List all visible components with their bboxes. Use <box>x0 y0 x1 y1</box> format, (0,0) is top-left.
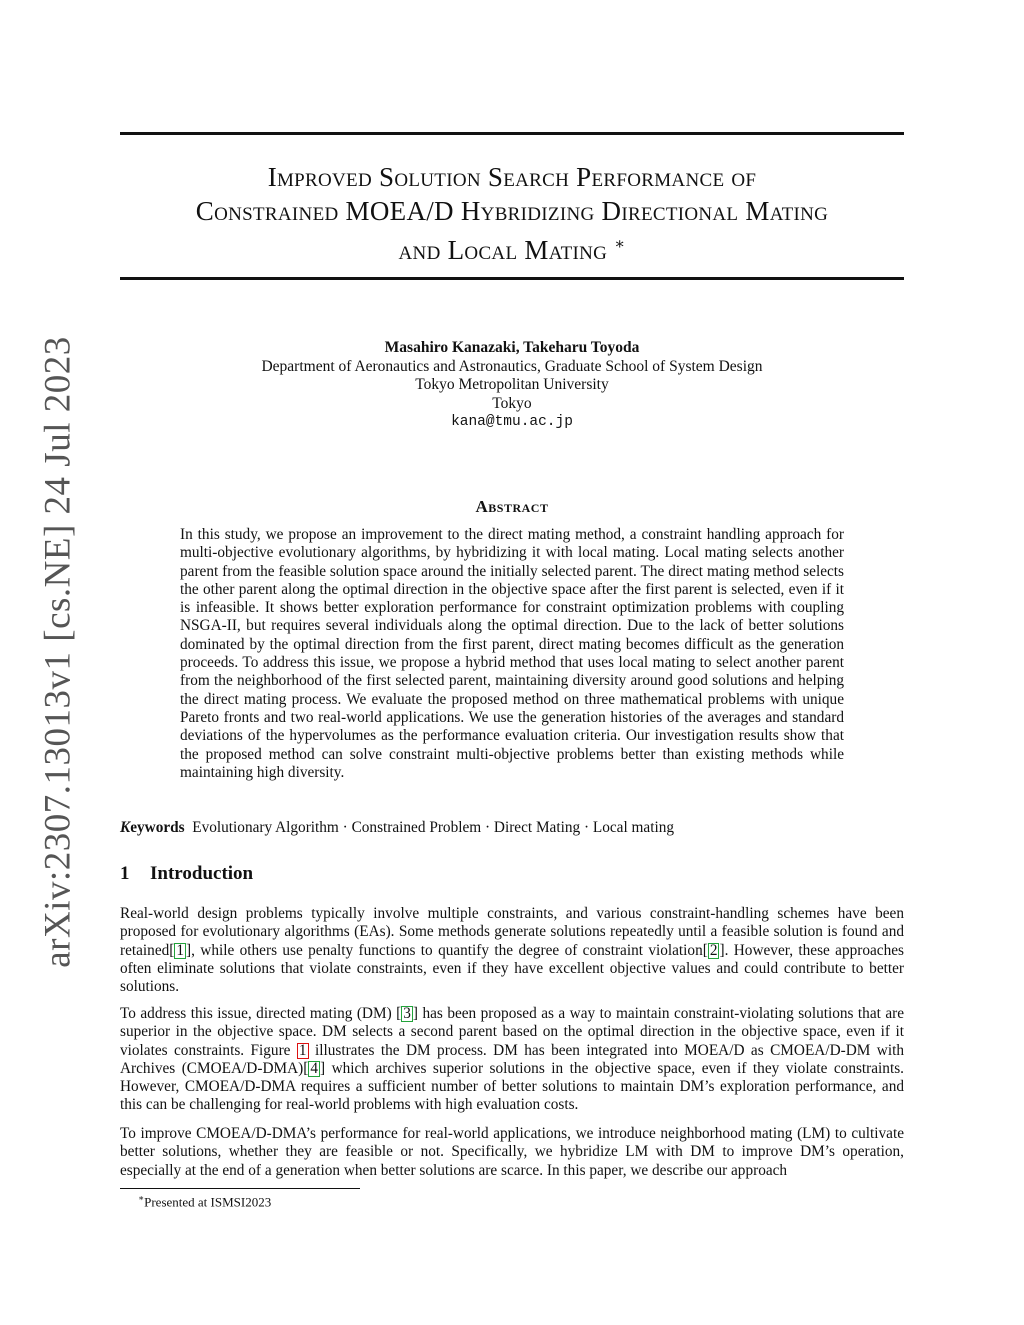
footnote <box>138 1193 271 1210</box>
arxiv-stamp: arXiv:2307.13013v1 [cs.NE] 24 Jul 2023 <box>37 336 79 968</box>
title-footnote-mark: ∗ <box>614 236 626 253</box>
abstract-text: In this study, we propose an improvement to the direct mating method, a constraint handling approach for multi-objective evolutionary algorithms, by hybridizing it with local mating. Local mating selects another parent from the feasible solution space around the initially selected parent. The direct mating method selects the other parent along the optimal direction in the objective space after the first parent is selected, even if it is infeasible. It shows better exploration performance for constraint optimization problems with coupling NSGA-II, but requires several individuals along the optimal direction. Due to the lack of better solutions dominated by the optimal direction from the first parent, direct mating becomes difficult as the generation proceeds. To address this issue, we propose a hybrid method that uses local mating to select another parent from the neighborhood of the first selected parent, maintaining diversity around good solutions and helping the direct mating process. We evaluate the proposed method on three mathematical problems with unique Pareto fronts and two real-world applications. We use the generation histories of the averages and standard deviations of the hypervolumes as the performance evaluation criteria. Our investigation results show that the proposed method can solve constraint multi-objective problems better than existing methods while maintaining high diversity. <box>180 526 844 781</box>
author-university: Tokyo Metropolitan University <box>415 376 609 393</box>
footnote-rule <box>120 1188 360 1189</box>
keywords-line <box>120 819 904 837</box>
citation-link-1[interactable]: 1 <box>176 941 185 959</box>
title-top-rule <box>120 132 904 135</box>
footnote-text: Presented at ISMSI2023 <box>144 1194 272 1210</box>
author-department: Department of Aeronautics and Astronautics, Graduate School of System Design <box>261 357 763 375</box>
citation-link-2[interactable]: 2 <box>709 941 718 959</box>
section-heading-introduction <box>120 863 253 885</box>
paper-title <box>120 160 904 267</box>
footnote-mark: ∗ <box>138 1193 145 1203</box>
keywords-text: Evolutionary Algorithm · Constrained Problem · Direct Mating · Local mating <box>192 819 675 836</box>
author-email[interactable]: kana@tmu.ac.jp <box>451 414 573 430</box>
intro-paragraph-2: To address this issue, directed mating (DM) [ 3 ] has been proposed as a way to maintain constraint-violating solutions that are superior in the objective space. DM selects a second parent based on the optimal direction in the objective space, even if it violates constraints. Figure 1 illustrates the DM process. DM has been integrated into MOEA/D as CMOEA/D-DM with Archives (CMOEA/D-DMA)[ 4 ] which archives superior solutions in the objective space, even if they violate constraints. However, CMOEA/D-DMA requires a sufficient number of better solutions to maintain DM’s exploration performance, and this can be challenging for real-world problems with high evaluation costs. <box>120 1005 905 1114</box>
figure-link-1[interactable]: 1 <box>298 1041 307 1059</box>
author-block <box>120 339 904 432</box>
citation-link-4[interactable]: 4 <box>310 1059 318 1077</box>
title-line-3: and Local Mating ∗ <box>398 235 626 265</box>
abstract-heading: Abstract <box>475 497 549 516</box>
citation-link-3[interactable]: 3 <box>403 1005 411 1022</box>
title-line-1: Improved Solution Search Performance of <box>267 162 757 192</box>
author-names: Masahiro Kanazaki, Takeharu Toyoda <box>384 339 640 356</box>
intro-paragraph-3: To improve CMOEA/D-DMA’s performance for real-world applications, we introduce neighborhood mating (LM) to cultivate better solutions, whether they are feasible or not. Specifically, we hybridize LM with DM to improve DM’s operation, especially at the end of a generation when better solutions are scarce. In this paper, we describe our approach <box>120 1125 904 1179</box>
title-bottom-rule <box>120 277 904 280</box>
section-title: Introduction <box>150 863 254 884</box>
intro-paragraph-1: Real-world design problems typically involve multiple constraints, and various constraint-handling schemes have been proposed for evolutionary algorithms (EAs). Some methods generate solutions repeatedly until a feasible solution is found and retained[ 1 ], while others use penalty functions to quantify the degree of constraint violation[ 2 ]. However, these approaches often eliminate solutions that violate constraints, even if they have excellent objective values and could contribute to better solutions. <box>120 905 904 996</box>
author-city: Tokyo <box>492 394 532 412</box>
section-number: 1 <box>120 863 130 884</box>
title-line-2: Constrained MOEA/D Hybridizing Directional Mating <box>195 196 829 226</box>
keywords-label: Keywords <box>120 819 185 836</box>
